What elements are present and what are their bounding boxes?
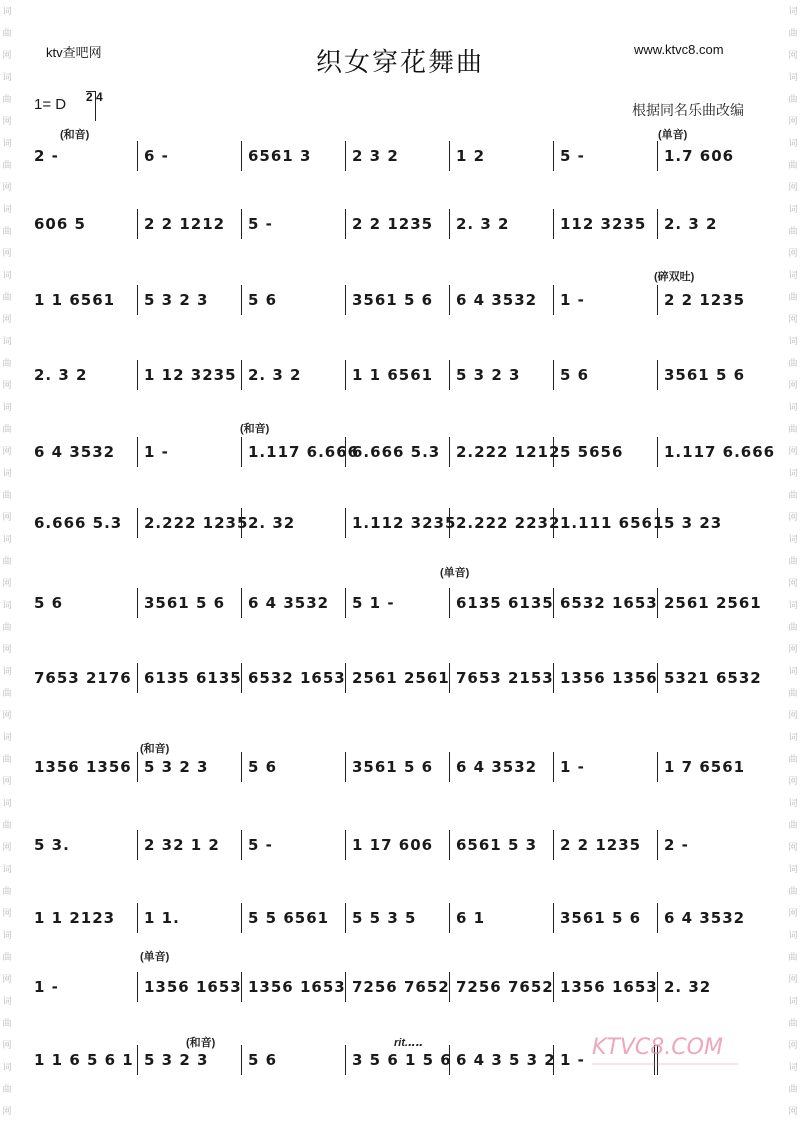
measure: 6 1: [450, 903, 554, 933]
edge-glyph: 曲: [788, 688, 798, 698]
edge-glyph: 曲: [788, 28, 798, 38]
edge-glyph: 词: [788, 6, 798, 16]
score-line: [34, 830, 762, 860]
edge-glyph: 词: [2, 534, 12, 544]
edge-glyph: 曲: [788, 226, 798, 236]
measure: 5 -: [242, 830, 346, 860]
measure: 1.111 6561: [554, 508, 658, 538]
measure: 5 5656: [554, 437, 658, 467]
edge-glyph: 网: [788, 1040, 798, 1050]
edge-glyph: 曲: [788, 952, 798, 962]
measure: 1 -: [34, 972, 138, 1002]
score-line: [34, 972, 762, 1002]
score-line: [34, 663, 762, 693]
score-line: [34, 903, 762, 933]
annotation-harmony: (和音): [60, 129, 90, 141]
edge-glyph: 曲: [788, 490, 798, 500]
song-title: 织女穿花舞曲: [315, 48, 484, 78]
measure: 6.666 5.3: [346, 437, 450, 467]
edge-glyph: 词: [2, 798, 12, 808]
source-note: 根据同名乐曲改编: [632, 102, 744, 118]
measure: 6 4 3532: [664, 909, 746, 927]
score-line: [34, 437, 776, 467]
measure: 2561 2561: [664, 594, 762, 612]
edge-glyph: 网: [788, 182, 798, 192]
measure: 5 6: [242, 752, 346, 782]
edge-glyph: 曲: [2, 1084, 12, 1094]
edge-glyph: 曲: [2, 490, 12, 500]
key-signature: 1= D: [34, 96, 67, 113]
edge-glyph: 网: [2, 446, 12, 456]
edge-glyph: 词: [2, 72, 12, 82]
edge-glyph: 网: [788, 644, 798, 654]
edge-glyph: 网: [2, 512, 12, 522]
edge-glyph: 网: [2, 908, 12, 918]
measure: 5 -: [554, 141, 658, 171]
edge-glyph: 网: [2, 644, 12, 654]
edge-glyph: 词: [788, 1062, 798, 1072]
edge-glyph: 词: [2, 138, 12, 148]
measure: 1 1 2123: [34, 903, 138, 933]
edge-glyph: 词: [788, 402, 798, 412]
measure: 1 -: [138, 437, 242, 467]
edge-glyph: 网: [788, 446, 798, 456]
edge-glyph: 词: [788, 336, 798, 346]
measure: 1 1 6561: [34, 285, 138, 315]
measure: 1 1 6 5 6 1: [34, 1045, 138, 1075]
edge-glyph: 词: [788, 600, 798, 610]
measure: 1 -: [554, 752, 658, 782]
measure: 5 3.: [34, 830, 138, 860]
measure: 6135 6135: [450, 588, 554, 618]
edge-glyph: 曲: [2, 886, 12, 896]
measure: 5 5 3 5: [346, 903, 450, 933]
measure: 2. 3 2: [664, 215, 718, 233]
edge-glyph: 词: [2, 1062, 12, 1072]
measure: 5 3 2 3: [450, 360, 554, 390]
edge-glyph: 词: [788, 732, 798, 742]
edge-glyph: 曲: [2, 622, 12, 632]
measure: 3561 5 6: [346, 285, 450, 315]
measure: 5 1 -: [346, 588, 450, 618]
edge-glyph: 词: [2, 600, 12, 610]
edge-glyph: 词: [788, 534, 798, 544]
score-line: [34, 508, 762, 538]
edge-glyph: 网: [788, 578, 798, 588]
measure: 6561 3: [242, 141, 346, 171]
measure: 2.222 1212: [450, 437, 554, 467]
edge-glyph: 曲: [2, 556, 12, 566]
measure: 1.117 6.666: [664, 443, 776, 461]
edge-glyph: 词: [788, 72, 798, 82]
measure: 3561 5 6: [664, 366, 746, 384]
annotation-ritardando: rit.‥‥: [394, 1037, 424, 1049]
edge-glyph: 网: [2, 314, 12, 324]
edge-glyph: 网: [788, 50, 798, 60]
measure: 7256 7652: [450, 972, 554, 1002]
measure: 6532 1653: [242, 663, 346, 693]
measure: 112 3235: [554, 209, 658, 239]
measure: 5 6: [34, 588, 138, 618]
edge-glyph: 词: [788, 798, 798, 808]
edge-glyph: 网: [2, 710, 12, 720]
measure: 1 -: [554, 285, 658, 315]
measure: 6 4 3532: [450, 285, 554, 315]
measure: 1 17 606: [346, 830, 450, 860]
edge-glyph: 词: [788, 996, 798, 1006]
measure: 1356 1356: [34, 752, 138, 782]
measure: 2.222 2232: [450, 508, 554, 538]
edge-glyph: 曲: [2, 688, 12, 698]
edge-glyph: 网: [788, 116, 798, 126]
measure: 1356 1356: [554, 663, 658, 693]
score-line: [34, 285, 762, 315]
measure: 1.112 3235: [346, 508, 450, 538]
measure: 2 2 1235: [346, 209, 450, 239]
edge-glyph: 曲: [788, 754, 798, 764]
measure: 5 3 23: [664, 514, 723, 532]
measure: 6561 5 3: [450, 830, 554, 860]
measure: 5 5 6561: [242, 903, 346, 933]
edge-glyph: 曲: [2, 292, 12, 302]
edge-glyph: 网: [2, 578, 12, 588]
edge-glyph: 网: [788, 974, 798, 984]
edge-glyph: 词: [788, 864, 798, 874]
measure: 1356 1653: [242, 972, 346, 1002]
edge-glyph: 曲: [788, 622, 798, 632]
edge-glyph: 网: [2, 1106, 12, 1116]
measure: 7653 2176: [34, 663, 138, 693]
edge-glyph: 词: [2, 930, 12, 940]
edge-glyph: 曲: [788, 292, 798, 302]
measure: 1.117 6.666: [242, 437, 346, 467]
edge-glyph: 词: [2, 270, 12, 280]
measure: 3561 5 6: [346, 752, 450, 782]
edge-glyph: 曲: [2, 952, 12, 962]
right-edge-watermark: [786, 0, 800, 1117]
edge-glyph: 词: [788, 204, 798, 214]
edge-glyph: 曲: [788, 358, 798, 368]
edge-glyph: 曲: [788, 820, 798, 830]
measure: 6 4 3532: [450, 752, 554, 782]
measure: 1.7 606: [664, 147, 735, 165]
measure: 2. 3 2: [242, 360, 346, 390]
score-line: [34, 752, 762, 782]
edge-glyph: 网: [2, 116, 12, 126]
edge-glyph: 曲: [788, 886, 798, 896]
measure: 1 7 6561: [664, 758, 746, 776]
edge-glyph: 词: [2, 336, 12, 346]
measure: 1 1 6561: [346, 360, 450, 390]
edge-glyph: 曲: [2, 754, 12, 764]
edge-glyph: 词: [2, 996, 12, 1006]
site-url-right[interactable]: www.ktvc8.com: [634, 42, 724, 57]
edge-glyph: 网: [788, 776, 798, 786]
edge-glyph: 网: [2, 50, 12, 60]
watermark-text: KTVC8.COM: [592, 1035, 723, 1060]
edge-glyph: 曲: [788, 1018, 798, 1028]
score-line: [34, 360, 762, 390]
edge-glyph: 曲: [788, 94, 798, 104]
edge-glyph: 网: [2, 248, 12, 258]
measure: 1356 1653: [138, 972, 242, 1002]
measure: 7256 7652: [346, 972, 450, 1002]
measure: 7653 2153: [450, 663, 554, 693]
meter-top: 2: [86, 90, 93, 104]
edge-glyph: 网: [2, 842, 12, 852]
measure: 6 4 3532: [34, 437, 138, 467]
edge-glyph: 词: [2, 732, 12, 742]
edge-glyph: 词: [2, 666, 12, 676]
edge-glyph: 网: [788, 842, 798, 852]
measure: 2 2 1235: [554, 830, 658, 860]
edge-glyph: 词: [788, 468, 798, 478]
annotation-harmony: (和音): [140, 743, 170, 755]
measure: 6.666 5.3: [34, 508, 138, 538]
time-signature: [86, 91, 103, 103]
measure: 5 3 2 3: [138, 1045, 242, 1075]
measure: 2.222 1235: [138, 508, 242, 538]
measure: 1 12 3235: [138, 360, 242, 390]
measure: 2 -: [34, 141, 138, 171]
edge-glyph: 曲: [2, 358, 12, 368]
edge-glyph: 网: [788, 314, 798, 324]
measure: 2. 32: [664, 978, 712, 996]
measure: 6532 1653: [554, 588, 658, 618]
edge-glyph: 网: [2, 776, 12, 786]
edge-glyph: 网: [2, 974, 12, 984]
edge-glyph: 曲: [788, 424, 798, 434]
annotation-single: (单音): [658, 129, 688, 141]
ktvc8-logo-watermark: [590, 1024, 740, 1074]
edge-glyph: 曲: [2, 424, 12, 434]
annotation-harmony: (和音): [240, 423, 270, 435]
edge-glyph: 词: [788, 666, 798, 676]
site-name-left[interactable]: ktv查吧网: [46, 45, 102, 60]
measure: 5 -: [242, 209, 346, 239]
edge-glyph: 词: [2, 864, 12, 874]
edge-glyph: 词: [2, 6, 12, 16]
measure: 6135 6135: [138, 663, 242, 693]
edge-glyph: 曲: [788, 160, 798, 170]
edge-glyph: 网: [788, 512, 798, 522]
measure: 1 2: [450, 141, 554, 171]
edge-glyph: 词: [2, 468, 12, 478]
edge-glyph: 网: [788, 908, 798, 918]
edge-glyph: 曲: [788, 556, 798, 566]
left-edge-watermark: [0, 0, 14, 1117]
measure: 2. 3 2: [34, 360, 138, 390]
measure: 1356 1653: [554, 972, 658, 1002]
measure: 3 5 6 1 5 6: [346, 1045, 450, 1075]
edge-glyph: 词: [2, 402, 12, 412]
score-line: [34, 209, 762, 239]
edge-glyph: 曲: [2, 1018, 12, 1028]
measure: 1 -: [554, 1045, 658, 1075]
measure: 5 6: [242, 285, 346, 315]
measure: 2 2 1212: [138, 209, 242, 239]
measure: 2 2 1235: [664, 291, 746, 309]
meter-divider: [86, 91, 96, 121]
measure: 2. 32: [242, 508, 346, 538]
annotation-harmony: (和音): [186, 1037, 216, 1049]
measure: 2 3 2: [346, 141, 450, 171]
annotation-double-tongue: (碎双吐): [654, 271, 695, 283]
edge-glyph: 网: [2, 1040, 12, 1050]
measure: 2 -: [664, 836, 689, 854]
annotation-single: (单音): [440, 567, 470, 579]
edge-glyph: 曲: [2, 94, 12, 104]
measure: 5 3 2 3: [138, 285, 242, 315]
edge-glyph: 曲: [2, 226, 12, 236]
edge-glyph: 网: [788, 248, 798, 258]
edge-glyph: 网: [2, 380, 12, 390]
edge-glyph: 词: [788, 930, 798, 940]
edge-glyph: 词: [788, 138, 798, 148]
edge-glyph: 曲: [2, 820, 12, 830]
edge-glyph: 词: [2, 204, 12, 214]
edge-glyph: 网: [788, 710, 798, 720]
score-line: [34, 588, 762, 618]
measure: 6 -: [138, 141, 242, 171]
edge-glyph: 网: [788, 1106, 798, 1116]
score-line: [34, 141, 762, 171]
measure: 3561 5 6: [554, 903, 658, 933]
edge-glyph: 曲: [2, 28, 12, 38]
measure: 5 6: [242, 1045, 346, 1075]
edge-glyph: 曲: [2, 160, 12, 170]
measure: 5321 6532: [664, 669, 762, 687]
annotation-single: (单音): [140, 951, 170, 963]
measure: 2 32 1 2: [138, 830, 242, 860]
edge-glyph: 网: [2, 182, 12, 192]
measure: 1 1.: [138, 903, 242, 933]
meter-bottom: 4: [96, 90, 103, 104]
edge-glyph: 词: [788, 270, 798, 280]
measure: 606 5: [34, 209, 138, 239]
edge-glyph: 网: [788, 380, 798, 390]
edge-glyph: 曲: [788, 1084, 798, 1094]
measure: 2. 3 2: [450, 209, 554, 239]
measure: 5 3 2 3: [138, 752, 242, 782]
measure: 6 4 3532: [242, 588, 346, 618]
measure: 6 4 3 5 3 2: [450, 1045, 554, 1075]
measure: 3561 5 6: [138, 588, 242, 618]
measure: 5 6: [554, 360, 658, 390]
measure: 2561 2561: [346, 663, 450, 693]
